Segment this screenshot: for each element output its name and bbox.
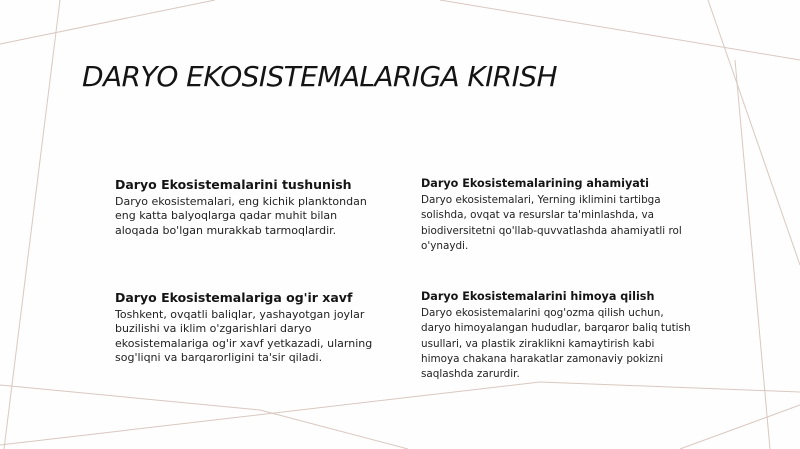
- deco-line: [440, 0, 800, 60]
- deco-line: [0, 385, 260, 410]
- section-heading: Daryo Ekosistemalarining ahamiyati: [421, 177, 649, 190]
- section-heading: Daryo Ekosistemalarini tushunish: [115, 177, 352, 192]
- deco-line: [260, 410, 408, 449]
- section-heading: Daryo Ekosistemalariga og'ir xavf: [115, 290, 353, 305]
- section-body: Daryo ekosistemalari, eng kichik planktondan eng katta balyoqlarga qadar muhit bilan aloqada bo'lgan murakkab tarmoqlardir.: [115, 195, 367, 237]
- section-threats: [115, 290, 380, 366]
- section-understanding: [115, 177, 380, 238]
- deco-line: [4, 0, 60, 449]
- section-protection: [421, 290, 691, 382]
- section-heading: Daryo Ekosistemalarini himoya qilish: [421, 290, 655, 303]
- deco-line: [708, 0, 800, 265]
- slide-title: DARYO EKOSISTEMALARIGA KIRISH: [82, 60, 557, 93]
- deco-line: [680, 405, 800, 449]
- deco-line: [0, 382, 540, 445]
- deco-line: [540, 382, 800, 392]
- section-body: Daryo ekosistemalarini qog'ozma qilish uchun, daryo himoyalangan hududlar, barqaror baliq tutish usullari, va plastik ziraklikni kamaytirish kabi himoya chakana harakatlar zamonaviy pokizni saqlashda zarurdir.: [421, 307, 691, 381]
- section-body: Toshkent, ovqatli baliqlar, yashayotgan joylar buzilishi va iklim o'zgarishlari daryo ekosistemalariga og'ir xavf yetkazadi, ularning sog'liqni va barqarorligini ta'sir qiladi.: [115, 308, 373, 365]
- deco-line: [0, 0, 215, 44]
- section-importance: [421, 177, 691, 254]
- section-body: Daryo ekosistemalari, Yerning iklimini tartibga solishda, ovqat va resurslar ta'minlashda, va biodiversitetni qo'llab-quvvatlashda ahamiyatli rol o'ynaydi.: [421, 194, 682, 252]
